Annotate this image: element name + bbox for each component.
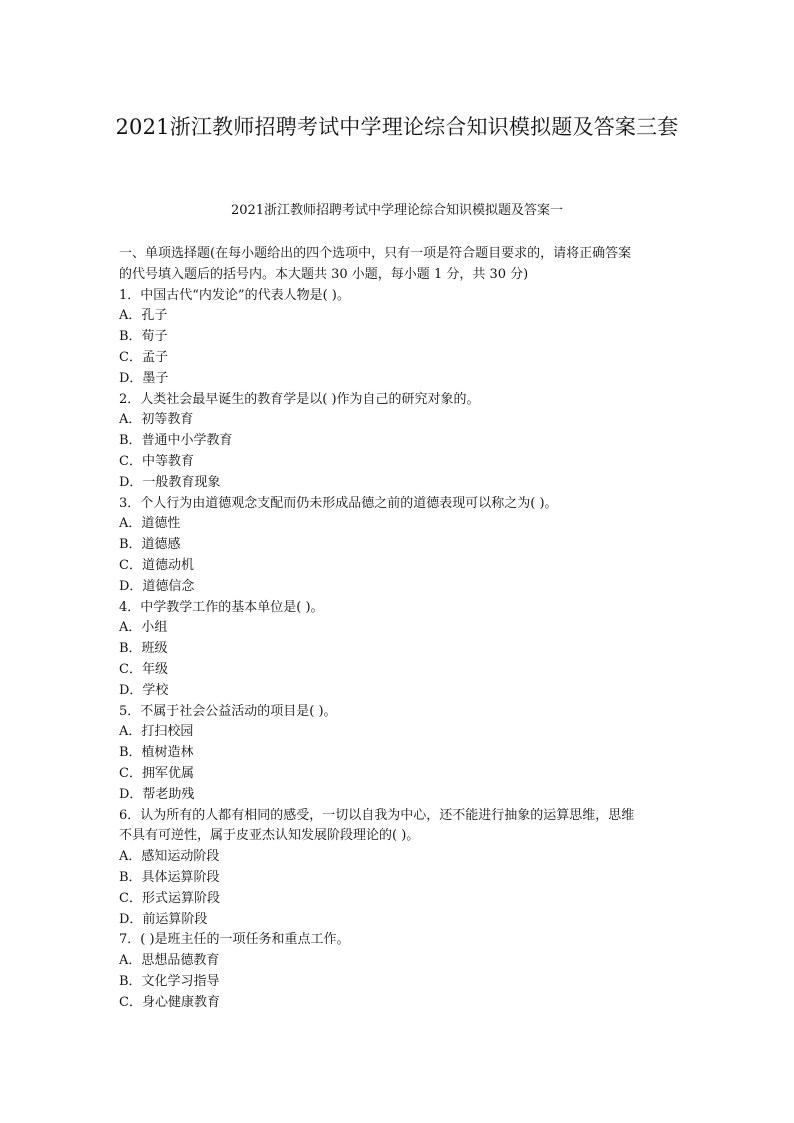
document-subtitle: 2021浙江教师招聘考试中学理论综合知识模拟题及答案一: [230, 203, 564, 218]
question-6: [119, 806, 689, 931]
section-intro-line: 的代号填入题后的括号内。本大题共 30 小题，每小题 1 分，共 30 分): [119, 266, 529, 282]
question-stem: 3．个人行为由道德观念支配而仍未形成品德之前的道德表现可以称之为( )。: [119, 495, 558, 511]
option-c: C．拥军优属: [119, 765, 194, 781]
option-d: D．墨子: [119, 370, 169, 386]
option-a: A．小组: [119, 620, 168, 636]
question-stem: 1．中国古代“内发论”的代表人物是( )。: [119, 287, 350, 303]
option-c: C．中等教育: [119, 453, 194, 469]
option-a: A．道德性: [119, 516, 181, 532]
option-b: B．植树造林: [119, 745, 194, 761]
question-7: [119, 930, 689, 1013]
question-stem: 2．人类社会最早诞生的教育学是以( )作为自己的研究对象的。: [119, 391, 480, 407]
option-a: A．感知运动阶段: [119, 849, 220, 865]
option-c: C．孟子: [119, 349, 168, 365]
option-d: D．帮老助残: [119, 786, 195, 802]
document-title: 2021浙江教师招聘考试中学理论综合知识模拟题及答案三套: [115, 115, 679, 139]
question-3: [119, 494, 689, 598]
document-body: [119, 244, 689, 1013]
option-b: B．普通中小学教育: [119, 433, 233, 449]
option-d: D．前运算阶段: [119, 911, 208, 927]
question-stem: 5．不属于社会公益活动的项目是( )。: [119, 703, 337, 719]
section-intro-line: 一、单项选择题(在每小题给出的四个选项中，只有一项是符合题目要求的，请将正确答案: [119, 246, 632, 261]
option-a: A．孔子: [119, 308, 168, 324]
option-a: A．思想品德教育: [119, 953, 220, 969]
option-d: D．道德信念: [119, 578, 195, 594]
option-b: B．具体运算阶段: [119, 869, 220, 885]
option-b: B．荀子: [119, 329, 168, 345]
question-2: [119, 390, 689, 494]
option-d: D．一般教育现象: [119, 474, 221, 490]
option-c: C．年级: [119, 661, 168, 677]
option-a: A．初等教育: [119, 412, 194, 428]
question-stem-continued: 不具有可逆性，属于皮亚杰认知发展阶段理论的( )。: [119, 828, 420, 844]
question-4: [119, 598, 689, 702]
option-b: B．文化学习指导: [119, 973, 220, 989]
question-1: [119, 286, 689, 390]
option-c: C．身心健康教育: [119, 994, 220, 1010]
question-5: [119, 702, 689, 806]
option-b: B．道德感: [119, 537, 181, 553]
option-b: B．班级: [119, 641, 168, 657]
option-c: C．道德动机: [119, 557, 194, 573]
question-stem: 7．( )是班主任的一项任务和重点工作。: [119, 932, 350, 948]
option-a: A．打扫校园: [119, 724, 194, 740]
option-c: C．形式运算阶段: [119, 890, 220, 906]
question-stem: 4．中学教学工作的基本单位是( )。: [119, 599, 324, 615]
question-stem: 6．认为所有的人都有相同的感受，一切以自我为中心，还不能进行抽象的运算思维，思维: [119, 807, 635, 823]
option-d: D．学校: [119, 682, 169, 698]
